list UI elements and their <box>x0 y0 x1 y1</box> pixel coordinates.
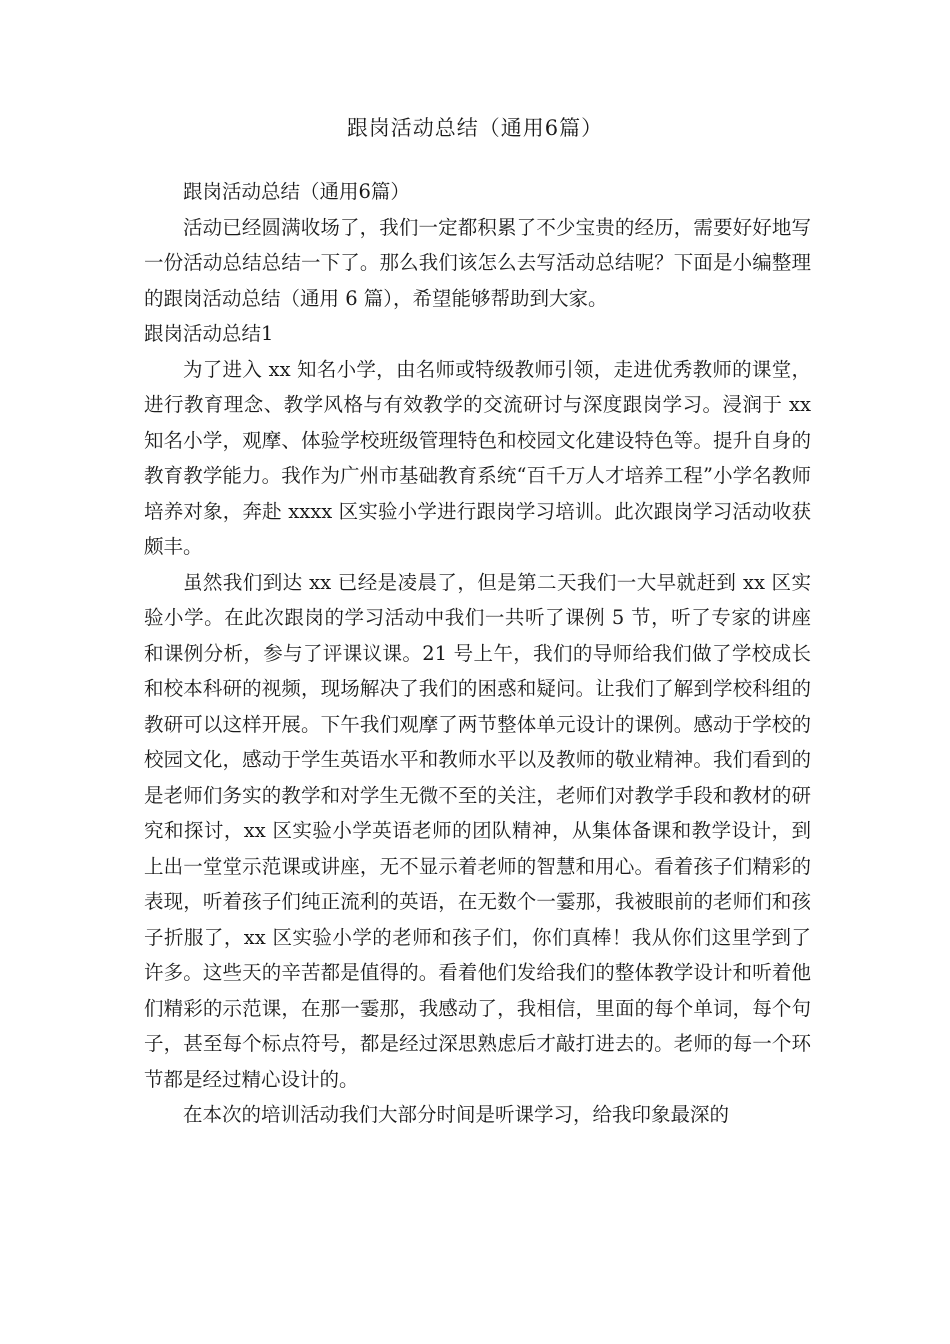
document-body <box>144 174 811 1133</box>
body-paragraph-3: 在本次的培训活动我们大部分时间是听课学习，给我印象最深的 <box>183 1103 730 1126</box>
body-paragraph-2: 虽然我们到达 xx 已经是凌晨了，但是第二天我们一大早就赶到 xx 区实验小学。在此次跟岗的学习活动中我们一共听了课例 5 节，听了专家的讲座和课例分析，参与了评课议课。21 号上午，我们的导师给我们做了学校成长和校本科研的视频，现场解决了我们的困惑和疑问。让我们了解到学校科组的教研可以这样开展。下午我们观摩了两节整体单元设计的课例。感动于学校的校园文化，感动于学生英语水平和教师水平以及教师的敬业精神。我们看到的是老师们务实的教学和对学生无微不至的关注，老师们对教学手段和教材的研究和探讨，xx 区实验小学英语老师的团队精神，从集体备课和教学设计，到上出一堂堂示范课或讲座，无不显示着老师的智慧和用心。看着孩子们精彩的表现，听着孩子们纯正流利的英语，在无数个一霎那，我被眼前的老师们和孩子折服了，xx 区实验小学的老师和孩子们，你们真棒！我从你们这里学到了许多。这些天的辛苦都是值得的。看着他们发给我们的整体教学设计和听着他们精彩的示范课，在那一霎那，我感动了，我相信，里面的每个单词，每个句子，甚至每个标点符号，都是经过深思熟虑后才敲打进去的。老师的每一个环节都是经过精心设计的。 <box>144 570 811 1091</box>
document-subtitle: 跟岗活动总结（通用6篇） <box>183 180 410 203</box>
intro-paragraph: 活动已经圆满收场了，我们一定都积累了不少宝贵的经历，需要好好地写一份活动总结总结一下了。那么我们该怎么去写活动总结呢？下面是小编整理的跟岗活动总结（通用 6 篇），希望能够帮助到大家。 <box>144 215 811 310</box>
document-title: 跟岗活动总结（通用6篇） <box>346 116 604 140</box>
section-heading: 跟岗活动总结1 <box>144 322 274 345</box>
body-paragraph-1: 为了进入 xx 知名小学，由名师或特级教师引领，走进优秀教师的课堂，进行教育理念、教学风格与有效教学的交流研讨与深度跟岗学习。浸润于 xx 知名小学，观摩、体验学校班级管理特色和校园文化建设特色等。提升自身的教育教学能力。我作为广州市基础教育系统“百千万人才培养工程”小学名教师培养对象，奔赴 xxxx 区实验小学进行跟岗学习培训。此次跟岗学习活动收获颇丰。 <box>144 357 811 558</box>
